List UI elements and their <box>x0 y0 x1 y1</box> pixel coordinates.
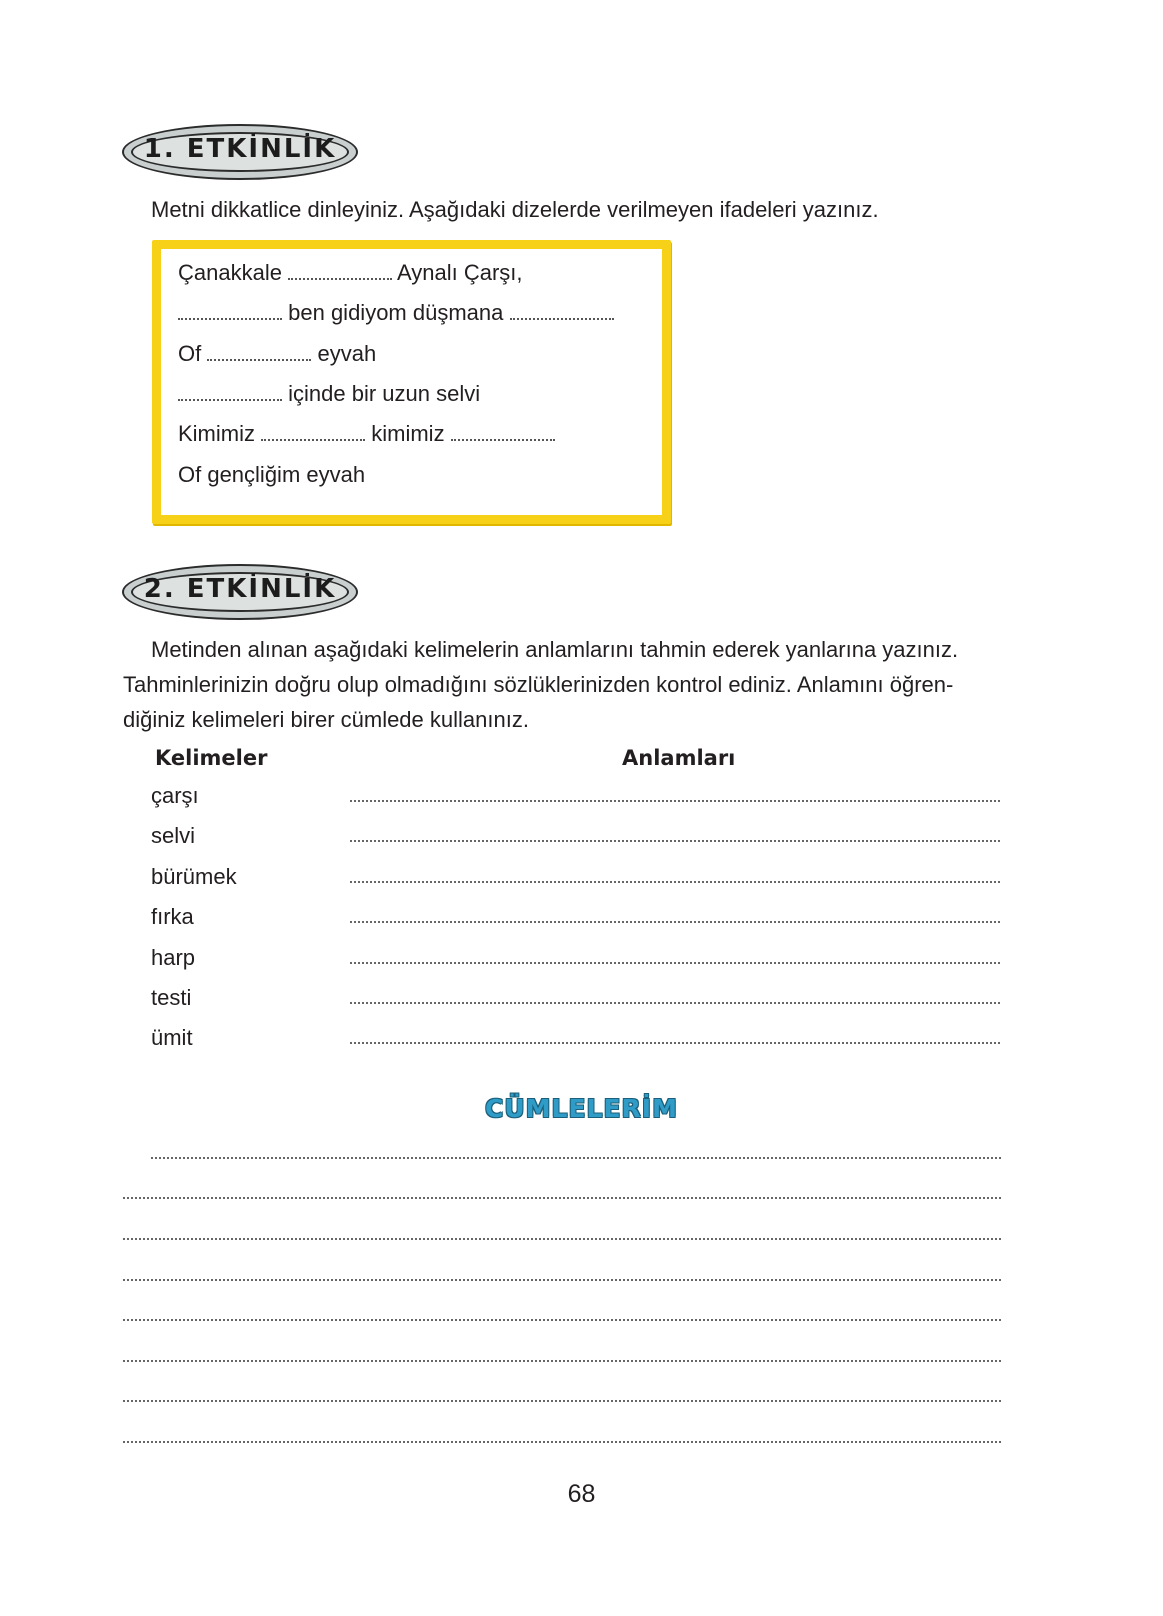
blank-field[interactable] <box>510 302 614 320</box>
meaning-field[interactable] <box>350 881 1000 883</box>
activity-1-instruction: Metni dikkatlice dinleyiniz. Aşağıdaki dizelerde verilmeyen ifadeleri yazınız. <box>151 197 879 222</box>
sentences-title: CÜMLELERİM <box>485 1094 678 1123</box>
meaning-field[interactable] <box>350 1002 1000 1004</box>
poem-text: Çanakkale <box>178 260 282 285</box>
sentence-field[interactable] <box>123 1279 1001 1281</box>
sentence-field[interactable] <box>123 1197 1001 1199</box>
sentence-field[interactable] <box>123 1238 1001 1240</box>
meaning-field[interactable] <box>350 921 1000 923</box>
blank-field[interactable] <box>178 302 282 320</box>
blank-field[interactable] <box>178 383 282 401</box>
poem-text: kimimiz <box>371 421 445 446</box>
meaning-field[interactable] <box>350 800 1000 802</box>
poem-line-5 <box>178 419 555 449</box>
meaning-field[interactable] <box>350 1042 1000 1044</box>
blank-field[interactable] <box>207 343 311 361</box>
activity-2-instruction-line-3: diğiniz kelimeleri birer cümlede kullanınız. <box>123 707 529 732</box>
word-item: harp <box>151 945 196 970</box>
blank-field[interactable] <box>261 423 365 441</box>
word-item: bürümek <box>151 864 237 889</box>
activity-2-instruction-line-2: Tahminlerinizin doğru olup olmadığını sözlüklerinizden kontrol ediniz. Anlamını öğren- <box>123 672 954 697</box>
activity-2-instruction-line-1: Metinden alınan aşağıdaki kelimelerin anlamlarını tahmin ederek yanlarına yazınız. <box>151 637 959 662</box>
word-item: testi <box>151 985 192 1010</box>
word-item: ümit <box>151 1025 193 1050</box>
blank-field[interactable] <box>288 262 392 280</box>
poem-text: Of <box>178 341 202 366</box>
poem-text: Of gençliğim eyvah <box>178 462 366 487</box>
poem-text: Aynalı Çarşı, <box>396 260 523 285</box>
meaning-field[interactable] <box>350 962 1000 964</box>
activity-2-badge <box>122 564 358 620</box>
sentence-field[interactable] <box>151 1157 1001 1159</box>
poem-line-3 <box>178 339 376 369</box>
sentence-field[interactable] <box>123 1400 1001 1402</box>
word-item: selvi <box>151 823 196 848</box>
poem-line-4 <box>178 379 480 409</box>
activity-1-badge <box>122 124 358 180</box>
poem-line-6 <box>178 460 365 490</box>
sentence-field[interactable] <box>123 1441 1001 1443</box>
activity-1-title: 1. ETKİNLİK <box>143 134 337 164</box>
poem-text: Kimimiz <box>178 421 255 446</box>
word-item: fırka <box>151 904 194 929</box>
sentence-field[interactable] <box>123 1319 1001 1321</box>
word-item: çarşı <box>151 783 199 808</box>
blank-field[interactable] <box>451 423 555 441</box>
page-number: 68 <box>567 1480 596 1508</box>
poem-line-2 <box>178 298 614 328</box>
poem-text: içinde bir uzun selvi <box>288 381 481 406</box>
poem-text: eyvah <box>317 341 377 366</box>
column-header-words: Kelimeler <box>155 746 268 770</box>
sentence-field[interactable] <box>123 1360 1001 1362</box>
activity-2-title: 2. ETKİNLİK <box>143 574 337 604</box>
poem-text: ben gidiyom düşmana <box>288 300 504 325</box>
meaning-field[interactable] <box>350 840 1000 842</box>
column-header-meanings: Anlamları <box>622 746 736 770</box>
poem-line-1 <box>178 258 523 288</box>
